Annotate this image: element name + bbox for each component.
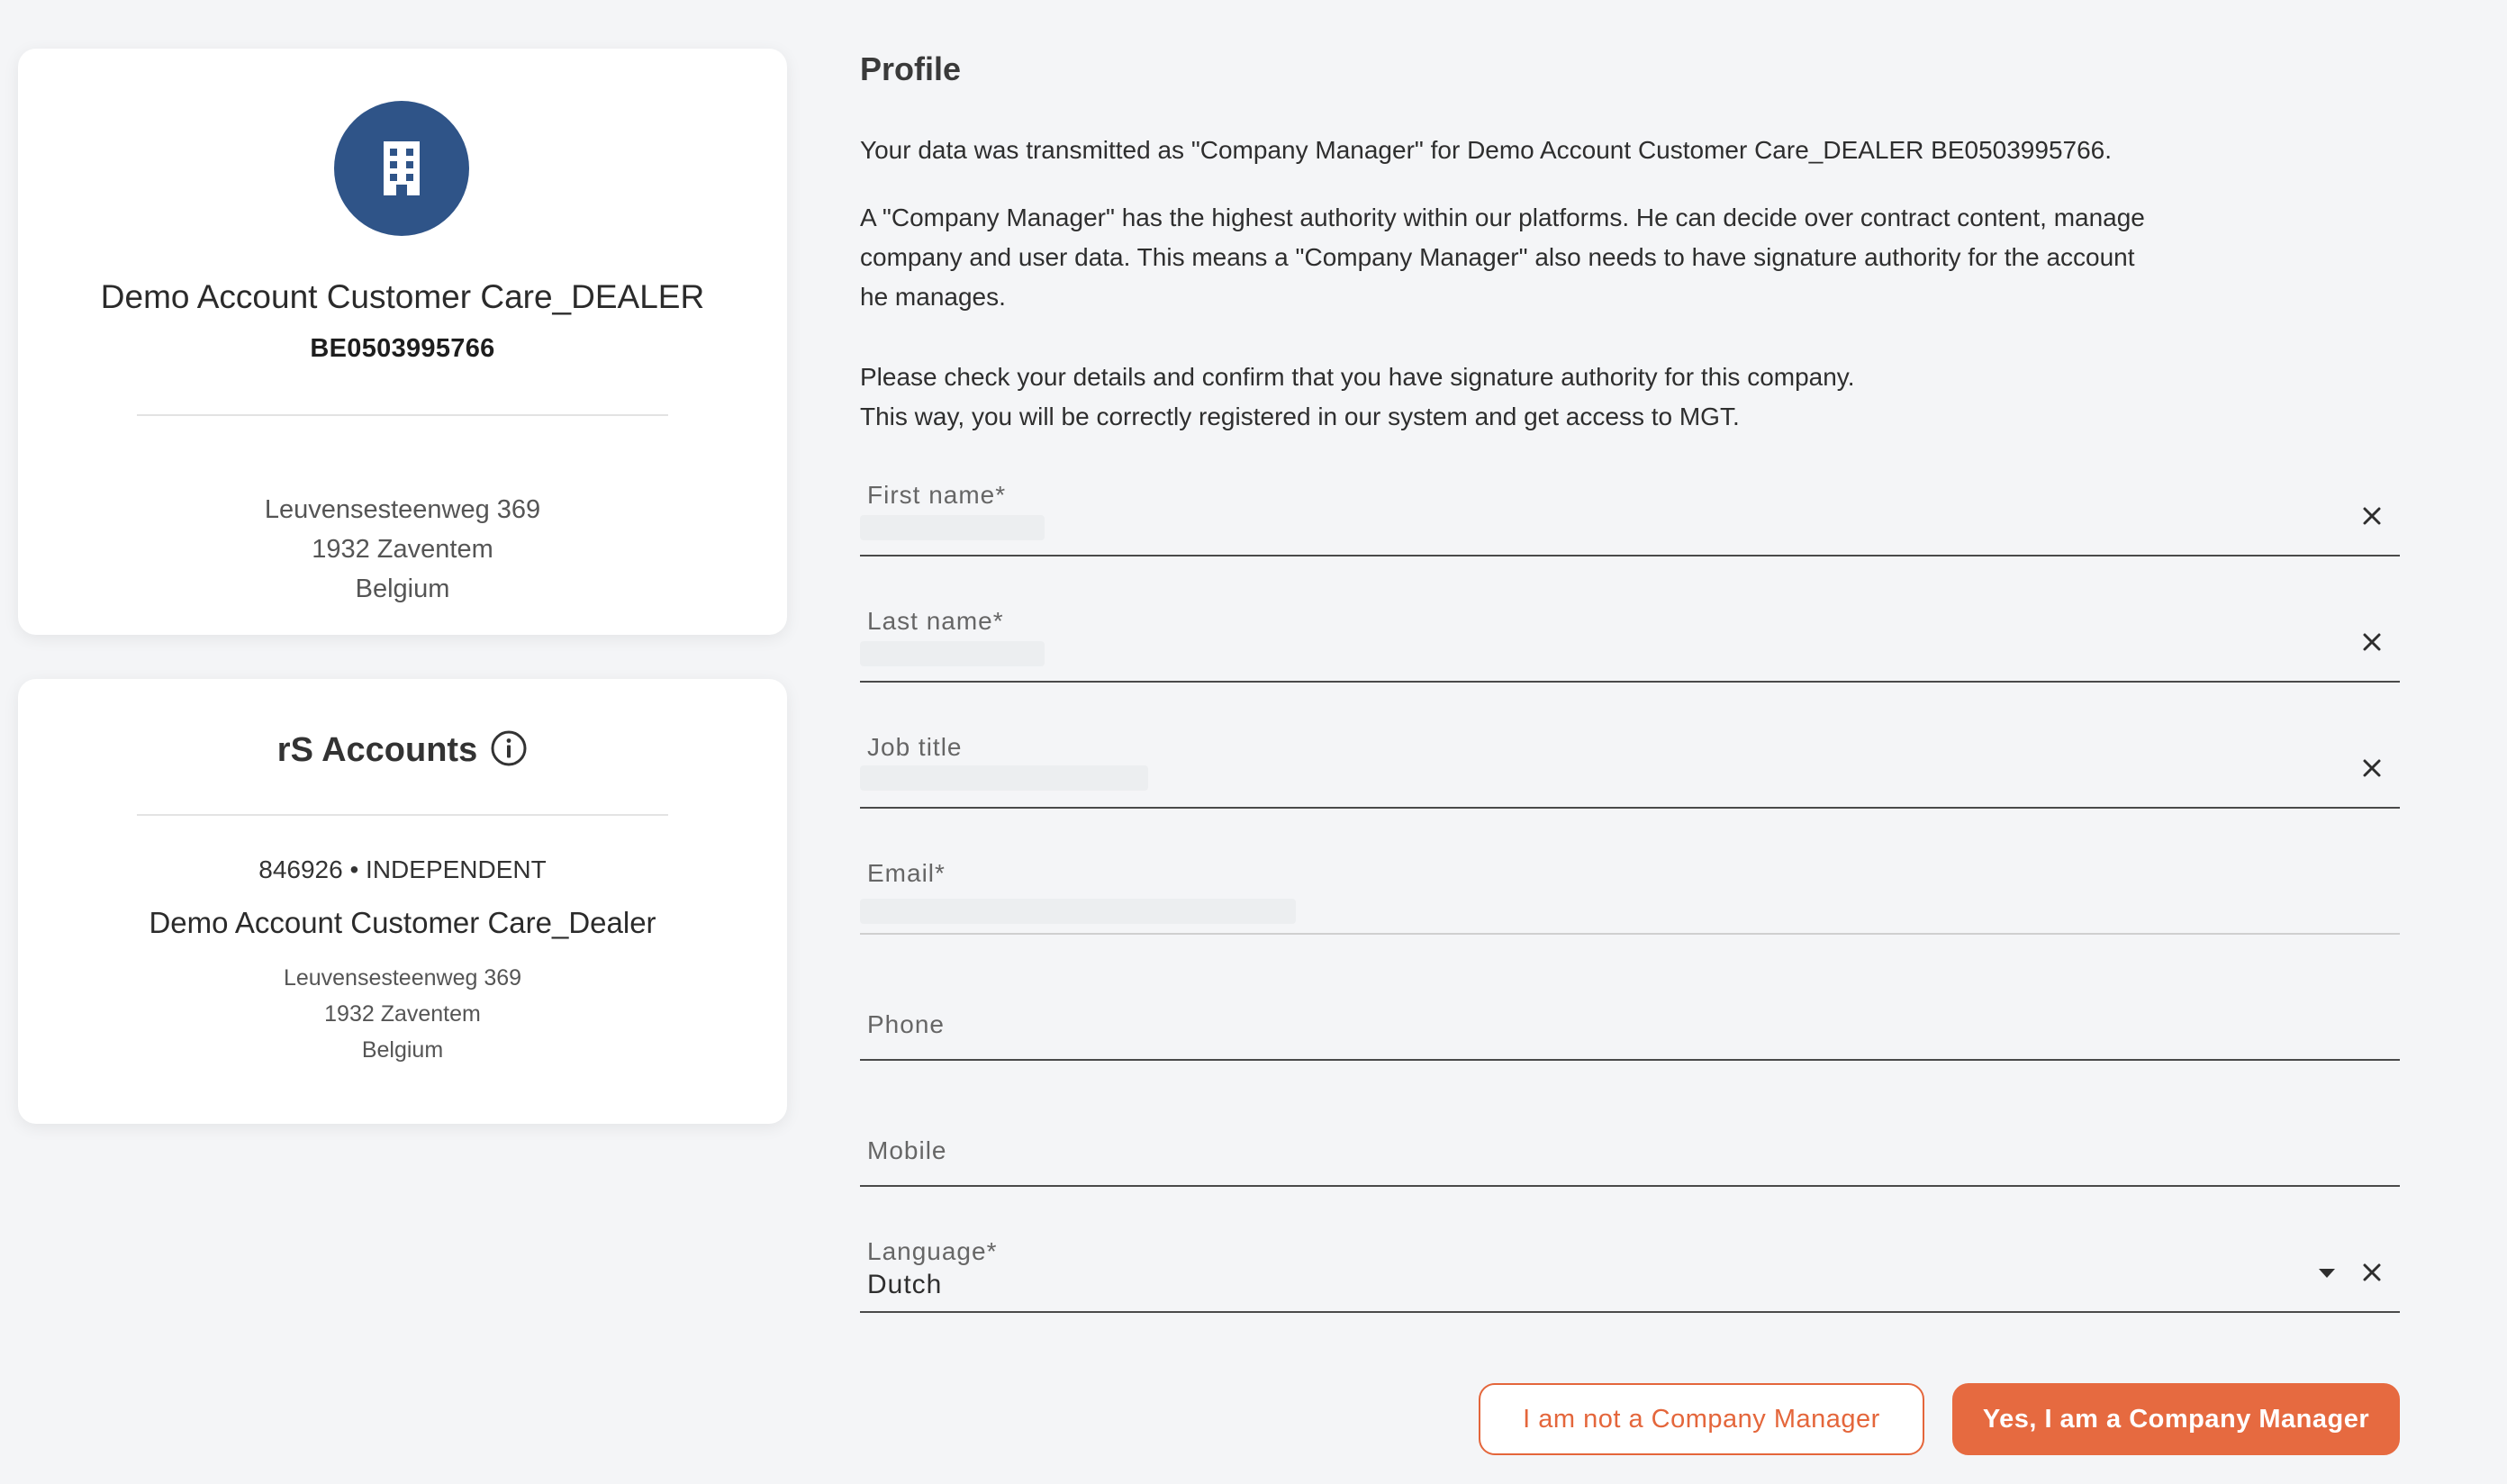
first-name-label: First name* (867, 481, 1007, 509)
language-value: Dutch (867, 1270, 943, 1299)
accounts-header (18, 729, 787, 772)
last-name-value-redacted[interactable] (860, 641, 1045, 666)
clear-first-name-button[interactable] (2357, 501, 2387, 531)
close-icon (2357, 501, 2387, 531)
last-name-field[interactable] (860, 580, 2400, 683)
accounts-card (18, 679, 787, 1124)
language-dropdown-toggle[interactable] (2312, 1257, 2342, 1288)
company-address-street: Leuvensesteenweg 369 (264, 495, 541, 524)
accounts-title: rS Accounts (276, 731, 478, 769)
account-address-street: Leuvensesteenweg 369 (283, 965, 522, 991)
confirm-company-manager-button[interactable]: Yes, I am a Company Manager (1952, 1383, 2400, 1455)
company-address (18, 490, 787, 609)
caret-down-icon (2312, 1257, 2342, 1288)
account-address (18, 960, 787, 1068)
account-address-city: 1932 Zaventem (324, 1001, 481, 1027)
email-label: Email* (867, 859, 946, 887)
check-details-instruction: Please check your details and confirm that you have signature authority for this company. This way, you will be correctly registered in our system and get access to MGT. (860, 363, 1855, 430)
close-icon (2357, 1257, 2387, 1288)
account-id-line: 846926 • INDEPENDENT (258, 855, 547, 883)
company-address-city: 1932 Zaventem (312, 535, 493, 564)
email-field[interactable] (860, 832, 2400, 935)
email-value-redacted[interactable] (860, 899, 1296, 924)
job-title-label: Job title (867, 733, 963, 761)
job-title-field[interactable] (860, 706, 2400, 809)
company-avatar (334, 101, 469, 236)
company-name: Demo Account Customer Care_DEALER (100, 278, 705, 315)
clear-job-title-button[interactable] (2357, 753, 2387, 783)
clear-language-button[interactable] (2357, 1257, 2387, 1288)
profile-intro-text: Your data was transmitted as "Company Manager" for Demo Account Customer Care_DEALER BE0503995766. (860, 136, 2113, 164)
info-icon[interactable] (490, 729, 528, 772)
first-name-field[interactable] (860, 454, 2400, 556)
close-icon (2357, 627, 2387, 657)
close-icon (2357, 753, 2387, 783)
last-name-label: Last name* (867, 607, 1004, 635)
mobile-label: Mobile (867, 1136, 947, 1164)
phone-field[interactable] (860, 958, 2400, 1061)
company-vat-number: BE0503995766 (310, 334, 495, 363)
company-card (18, 49, 787, 635)
phone-label: Phone (867, 1010, 945, 1038)
mobile-field[interactable] (860, 1084, 2400, 1187)
company-divider (137, 414, 668, 416)
first-name-value-redacted[interactable] (860, 515, 1045, 540)
building-icon (380, 141, 423, 195)
account-address-country: Belgium (361, 1037, 444, 1063)
not-company-manager-button[interactable]: I am not a Company Manager (1479, 1383, 1924, 1455)
language-select[interactable] (860, 1210, 2400, 1313)
job-title-value-redacted[interactable] (860, 765, 1148, 791)
account-name: Demo Account Customer Care_Dealer (149, 906, 656, 939)
company-manager-explanation: A "Company Manager" has the highest authority within our platforms. He can decide over contract content, manage company and user data. This means a "Company Manager" also needs to have signature authority for the account he manages. (860, 204, 2145, 311)
clear-last-name-button[interactable] (2357, 627, 2387, 657)
accounts-divider (137, 814, 668, 816)
page-title: Profile (860, 50, 962, 87)
language-label: Language* (867, 1237, 998, 1265)
company-address-country: Belgium (355, 575, 450, 603)
